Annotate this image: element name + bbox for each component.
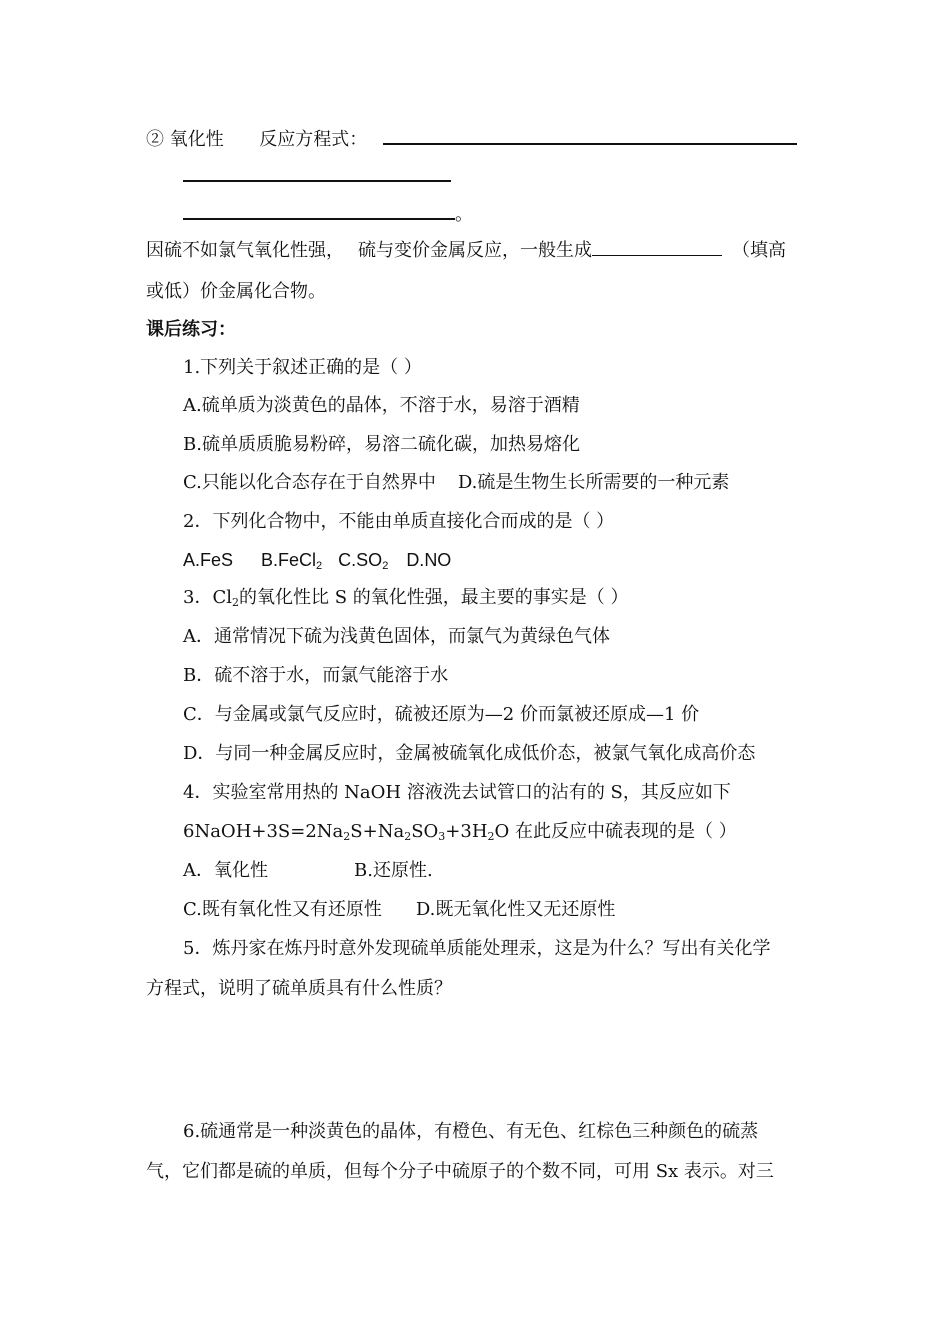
q1-stem: 1.下列关于叙述正确的是（ ） <box>183 357 422 378</box>
q4-option-d: D.既无氧化性又无还原性 <box>415 899 616 920</box>
q2-option-d: D.NO <box>406 550 452 570</box>
q3-stem: 3．$Cl_2$的氧化性比 S 的氧化性强，最主要的事实是（ ） <box>183 587 629 609</box>
paragraph-text-a: 因硫不如氯气氧化性强， <box>146 240 344 261</box>
q3-option-a: A．通常情况下硫为浅黄色固体，而氯气为黄绿色气体 <box>183 626 610 647</box>
q1-option-a: A.硫单质为淡黄色的晶体，不溶于水，易溶于酒精 <box>183 395 580 416</box>
answer-line-3 <box>183 200 473 227</box>
q4-options-cd <box>183 898 615 922</box>
end-mark: 。 <box>455 204 473 225</box>
q2-options <box>183 548 451 572</box>
paragraph-line-1 <box>146 237 786 263</box>
exercises-title: 课后练习： <box>146 319 236 340</box>
q4-equation: $6NaOH+3S=2Na_2S+Na_2SO_3+3H_2O$ 在此反应中硫表现的是（ ） <box>183 821 737 843</box>
oxidation-label: ② 氧化性 <box>146 129 224 150</box>
answer-blank-1[interactable] <box>383 125 797 145</box>
q3-option-c: C．与金属或氯气反应时，硫被还原为—2 价而氯被还原成—1 价 <box>183 704 700 725</box>
q4-stem: 4．实验室常用热的 NaOH 溶液洗去试管口的沾有的 S，其反应如下 <box>183 782 731 803</box>
q2-option-c: $C.SO_2$ <box>338 550 389 572</box>
answer-line-2 <box>183 162 451 189</box>
answer-blank-3[interactable] <box>183 200 455 220</box>
q6-line-2: 气，它们都是硫的单质，但每个分子中硫原子的个数不同，可用 Sx 表示。对三 <box>146 1161 774 1182</box>
paragraph-line-2: 或低）价金属化合物。 <box>146 281 326 302</box>
q1-option-c: C.只能以化合态存在于自然界中 <box>183 472 436 493</box>
q1-option-d: D.硫是生物生长所需要的一种元素 <box>457 472 730 493</box>
q1-option-b: B.硫单质质脆易粉碎，易溶二硫化碳，加热易熔化 <box>183 434 580 455</box>
q1-options-cd <box>183 471 729 495</box>
oxidation-line <box>146 125 797 152</box>
q3-option-d: D．与同一种金属反应时，金属被硫氧化成低价态，被氯气氧化成高价态 <box>183 743 756 764</box>
equation-label: 反应方程式： <box>259 129 368 150</box>
q2-stem: 2．下列化合物中，不能由单质直接化合而成的是（ ） <box>183 511 615 532</box>
q5-line-1: 5．炼丹家在炼丹时意外发现硫单质能处理汞，这是为什么？写出有关化学 <box>183 938 771 959</box>
q6-line-1: 6.硫通常是一种淡黄色的晶体，有橙色、有无色、红棕色三种颜色的硫蒸 <box>183 1121 759 1142</box>
q2-option-a: A.FeS <box>183 550 234 570</box>
q2-option-b: B.FeCl$_2$ <box>261 550 323 572</box>
q3-option-b: B．硫不溶于水，而氯气能溶于水 <box>183 665 449 686</box>
q5-line-2: 方程式，说明了硫单质具有什么性质？ <box>146 978 452 999</box>
q4-option-b: B.还原性. <box>354 860 433 881</box>
q4-options-ab <box>183 859 433 883</box>
paragraph-text-b: 硫与变价金属反应，一般生成 <box>358 240 592 261</box>
paragraph-text-c: （填高 <box>732 240 786 261</box>
q4-option-c: C.既有氧化性又有还原性 <box>183 899 382 920</box>
q4-option-a: A．氧化性 <box>183 860 268 881</box>
fill-blank[interactable] <box>592 237 722 256</box>
answer-blank-2[interactable] <box>183 162 451 182</box>
